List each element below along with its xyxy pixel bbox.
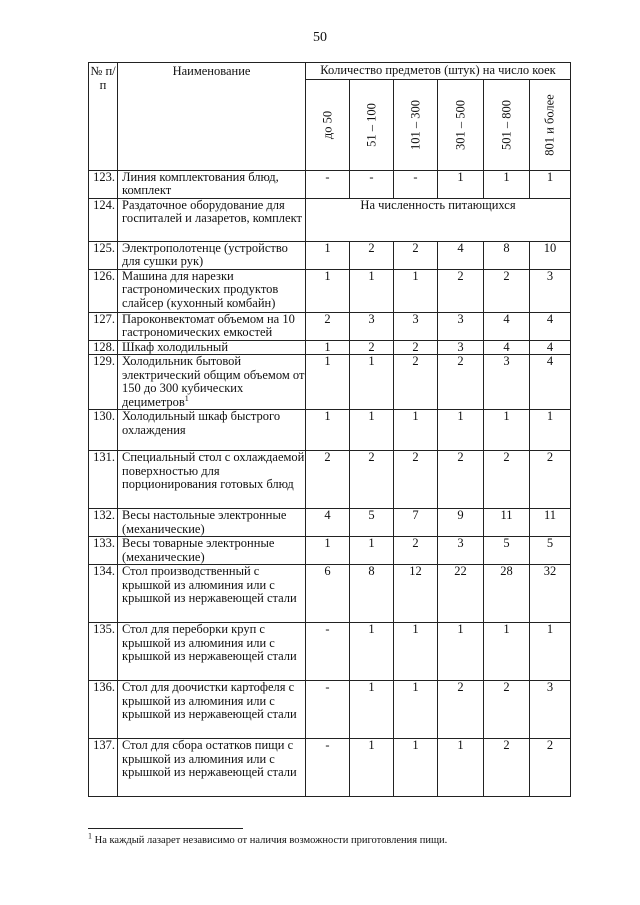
header-range xyxy=(484,79,530,170)
row-name-text: Холодильник бытовой электрический общим объемом от 150 до 300 кубических дециметров xyxy=(122,354,305,409)
row-quantity: 3 xyxy=(438,537,484,565)
row-number: 128. xyxy=(89,340,118,355)
row-name xyxy=(118,269,306,312)
row-quantity: 2 xyxy=(394,537,438,565)
row-quantity: 4 xyxy=(530,312,571,340)
row-quantity: 2 xyxy=(530,739,571,797)
row-quantity: 3 xyxy=(438,312,484,340)
row-number: 132. xyxy=(89,509,118,537)
row-name xyxy=(118,170,306,198)
row-name-text: Стол для доочистки картофеля с крышкой из алюминия или с крышкой из нержавеющей стали xyxy=(122,680,297,721)
header-name: Наименование xyxy=(118,63,306,171)
table-row xyxy=(89,410,571,451)
row-quantity: 4 xyxy=(484,340,530,355)
row-quantity: 8 xyxy=(350,565,394,623)
row-quantity: 1 xyxy=(394,269,438,312)
row-quantity: 3 xyxy=(530,269,571,312)
row-quantity: 2 xyxy=(484,451,530,509)
row-quantity: 4 xyxy=(484,312,530,340)
table-row xyxy=(89,355,571,410)
row-quantity: - xyxy=(394,170,438,198)
row-quantity: 1 xyxy=(530,623,571,681)
row-quantity: 3 xyxy=(530,681,571,739)
row-quantity: 1 xyxy=(484,410,530,451)
footnote xyxy=(88,831,448,846)
row-name-text: Электрополотенце (устройство для сушки рук) xyxy=(122,240,288,268)
footnote-divider xyxy=(88,828,243,829)
row-quantity: 1 xyxy=(306,269,350,312)
row-quantity: 2 xyxy=(350,340,394,355)
row-quantity: 2 xyxy=(394,355,438,410)
row-name xyxy=(118,355,306,410)
row-quantity: 2 xyxy=(438,355,484,410)
table-row xyxy=(89,198,571,241)
row-name-text: Пароконвектомат объемом на 10 гастрономических емкостей xyxy=(122,311,295,339)
row-quantity: 1 xyxy=(530,170,571,198)
row-number: 126. xyxy=(89,269,118,312)
row-quantity: 4 xyxy=(530,340,571,355)
row-quantity: - xyxy=(306,623,350,681)
header-range-label: 51 – 100 xyxy=(363,102,378,147)
header-range xyxy=(350,79,394,170)
row-number: 135. xyxy=(89,623,118,681)
table-row xyxy=(89,537,571,565)
row-name xyxy=(118,312,306,340)
row-quantity: 1 xyxy=(484,623,530,681)
row-name-text: Шкаф холодильный xyxy=(122,339,229,354)
header-range-label: 101 – 300 xyxy=(407,99,422,150)
row-quantity: 3 xyxy=(438,340,484,355)
row-quantity: 8 xyxy=(484,241,530,269)
row-name-text: Специальный стол с охлаждаемой поверхностью для порционирования готовых блюд xyxy=(122,450,305,491)
page-number: 50 xyxy=(313,30,327,45)
row-quantity: 1 xyxy=(350,269,394,312)
row-quantity: 1 xyxy=(306,241,350,269)
row-quantity: 22 xyxy=(438,565,484,623)
row-quantity: 2 xyxy=(530,451,571,509)
row-quantity: 9 xyxy=(438,509,484,537)
row-name xyxy=(118,565,306,623)
row-number: 133. xyxy=(89,537,118,565)
row-quantity: 1 xyxy=(350,537,394,565)
row-quantity: 3 xyxy=(394,312,438,340)
row-quantity: 4 xyxy=(438,241,484,269)
row-quantity: 4 xyxy=(530,355,571,410)
row-name xyxy=(118,198,306,241)
row-name xyxy=(118,410,306,451)
row-quantity: 2 xyxy=(394,340,438,355)
header-range xyxy=(530,79,571,170)
row-quantity: 1 xyxy=(350,739,394,797)
row-name-text: Весы настольные электронные (механические) xyxy=(122,508,287,536)
row-quantity: 2 xyxy=(306,312,350,340)
row-quantity: 4 xyxy=(306,509,350,537)
row-quantity: 1 xyxy=(350,410,394,451)
row-number: 129. xyxy=(89,355,118,410)
row-quantity: 1 xyxy=(394,410,438,451)
row-quantity: 2 xyxy=(438,451,484,509)
row-quantity: 2 xyxy=(484,269,530,312)
row-name-text: Линия комплектования блюд, комплект xyxy=(122,169,279,197)
row-quantity: 2 xyxy=(484,739,530,797)
row-quantity: 1 xyxy=(350,623,394,681)
row-name-text: Весы товарные электронные (механические) xyxy=(122,536,275,564)
row-quantity: 2 xyxy=(350,451,394,509)
row-number: 134. xyxy=(89,565,118,623)
row-name-text: Раздаточное оборудование для госпиталей и лазаретов, комплект xyxy=(122,197,302,225)
table-row xyxy=(89,565,571,623)
row-number: 130. xyxy=(89,410,118,451)
row-number: 137. xyxy=(89,739,118,797)
row-quantity: 1 xyxy=(530,410,571,451)
row-name xyxy=(118,537,306,565)
row-quantity: 1 xyxy=(394,739,438,797)
row-name-text: Стол для сбора остатков пищи с крышкой из алюминия или с крышкой из нержавеющей стали xyxy=(122,738,297,779)
row-name xyxy=(118,509,306,537)
footnote-ref: 1 xyxy=(184,393,189,403)
table-row xyxy=(89,623,571,681)
table-row xyxy=(89,241,571,269)
row-quantity: 7 xyxy=(394,509,438,537)
row-quantity: 5 xyxy=(350,509,394,537)
row-span-note: На численность питающихся xyxy=(306,198,571,241)
header-range-label: 501 – 800 xyxy=(498,99,513,150)
row-quantity: 1 xyxy=(350,681,394,739)
header-range xyxy=(306,79,350,170)
row-quantity: - xyxy=(306,170,350,198)
row-quantity: 11 xyxy=(530,509,571,537)
row-number: 127. xyxy=(89,312,118,340)
row-name xyxy=(118,241,306,269)
row-quantity: 1 xyxy=(306,355,350,410)
table-row xyxy=(89,681,571,739)
row-quantity: 2 xyxy=(438,681,484,739)
table-row xyxy=(89,509,571,537)
row-quantity: 5 xyxy=(530,537,571,565)
row-quantity: 1 xyxy=(350,355,394,410)
table-row xyxy=(89,739,571,797)
row-quantity: 1 xyxy=(438,623,484,681)
footnote-mark: 1 xyxy=(88,831,92,841)
row-quantity: 3 xyxy=(484,355,530,410)
row-quantity: 3 xyxy=(350,312,394,340)
row-number: 123. xyxy=(89,170,118,198)
row-quantity: - xyxy=(350,170,394,198)
row-quantity: 6 xyxy=(306,565,350,623)
row-quantity: 11 xyxy=(484,509,530,537)
row-quantity: - xyxy=(306,681,350,739)
row-quantity: 2 xyxy=(394,241,438,269)
row-quantity: 2 xyxy=(394,451,438,509)
row-quantity: 5 xyxy=(484,537,530,565)
table-row xyxy=(89,312,571,340)
row-quantity: 2 xyxy=(484,681,530,739)
row-quantity: 12 xyxy=(394,565,438,623)
table-row xyxy=(89,451,571,509)
row-quantity: 1 xyxy=(438,410,484,451)
row-quantity: 32 xyxy=(530,565,571,623)
row-name-text: Холодильный шкаф быстрого охлаждения xyxy=(122,409,281,437)
header-count: Количество предметов (штук) на число коек xyxy=(306,63,571,80)
row-quantity: 1 xyxy=(306,410,350,451)
header-range xyxy=(394,79,438,170)
row-quantity: 2 xyxy=(306,451,350,509)
row-name xyxy=(118,681,306,739)
row-name-text: Машина для нарезки гастрономических продуктов слайсер (кухонный комбайн) xyxy=(122,268,279,310)
header-range-label: 301 – 500 xyxy=(452,99,467,150)
header-range-label: до 50 xyxy=(319,110,334,139)
table-row xyxy=(89,269,571,312)
row-quantity: 28 xyxy=(484,565,530,623)
equipment-table xyxy=(88,62,571,797)
row-number: 131. xyxy=(89,451,118,509)
row-number: 124. xyxy=(89,198,118,241)
row-name xyxy=(118,340,306,355)
row-quantity: 1 xyxy=(484,170,530,198)
row-number: 136. xyxy=(89,681,118,739)
header-range-label: 801 и более xyxy=(542,93,557,156)
row-quantity: 2 xyxy=(350,241,394,269)
row-quantity: 1 xyxy=(306,340,350,355)
row-name xyxy=(118,451,306,509)
row-quantity: - xyxy=(306,739,350,797)
table-row xyxy=(89,340,571,355)
row-quantity: 10 xyxy=(530,241,571,269)
row-quantity: 1 xyxy=(394,681,438,739)
header-range xyxy=(438,79,484,170)
row-quantity: 2 xyxy=(438,269,484,312)
row-quantity: 1 xyxy=(438,739,484,797)
row-name xyxy=(118,739,306,797)
footnote-text: На каждый лазарет независимо от наличия возможности приготовления пищи. xyxy=(94,835,448,846)
row-quantity: 1 xyxy=(438,170,484,198)
row-name-text: Стол производственный с крышкой из алюминия или с крышкой из нержавеющей стали xyxy=(122,564,297,605)
row-name-text: Стол для переборки круп с крышкой из алюминия или с крышкой из нержавеющей стали xyxy=(122,622,297,663)
header-num: № п/п xyxy=(89,63,118,171)
table-row xyxy=(89,170,571,198)
row-number: 125. xyxy=(89,241,118,269)
row-quantity: 1 xyxy=(394,623,438,681)
row-name xyxy=(118,623,306,681)
row-quantity: 1 xyxy=(306,537,350,565)
